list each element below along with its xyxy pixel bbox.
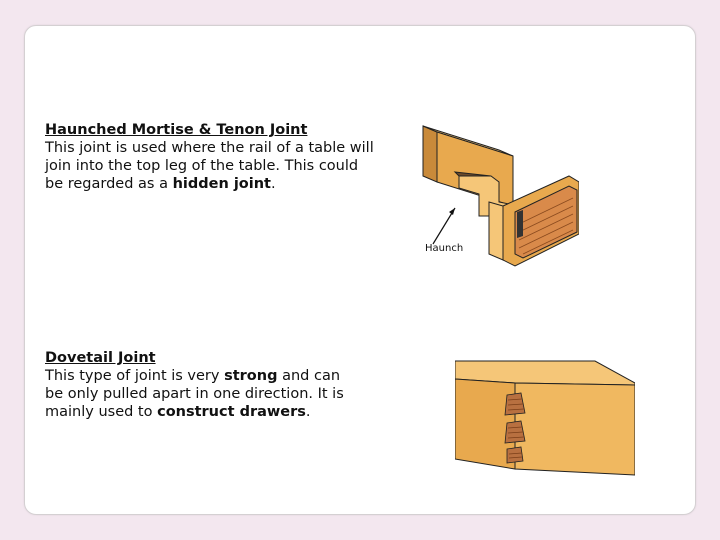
strong-emphasis: strong — [224, 368, 278, 384]
dovetail-illustration — [455, 359, 635, 479]
mortise-tenon-line-2: join into the top leg of the table. This could — [45, 158, 359, 174]
leg-front-face — [489, 202, 503, 260]
drawer-front-board — [455, 379, 515, 469]
dovetail-title: Dovetail Joint — [45, 350, 156, 366]
dovetail-line-3: mainly used to construct drawers. — [45, 404, 311, 420]
mortise-tenon-text-block — [45, 121, 374, 193]
dovetail-line-1: This type of joint is very strong and can — [45, 368, 341, 384]
mortise-tenon-line-3: be regarded as a hidden joint. — [45, 176, 276, 192]
mortise-tenon-line-1: This joint is used where the rail of a table will — [45, 140, 374, 156]
haunch-arrowhead — [449, 208, 455, 215]
slide — [24, 25, 696, 515]
haunch-label: Haunch — [425, 243, 464, 254]
mortise-slot — [517, 210, 523, 238]
drawer-side-board — [515, 383, 635, 475]
hidden-joint-emphasis: hidden joint — [172, 176, 271, 192]
mortise-tenon-title: Haunched Mortise & Tenon Joint — [45, 122, 308, 138]
rail-end-face — [423, 126, 437, 182]
dovetail-line-2: be only pulled apart in one direction. It is — [45, 386, 344, 402]
construct-drawers-emphasis: construct drawers — [157, 404, 306, 420]
dovetail-text-block — [45, 349, 344, 421]
